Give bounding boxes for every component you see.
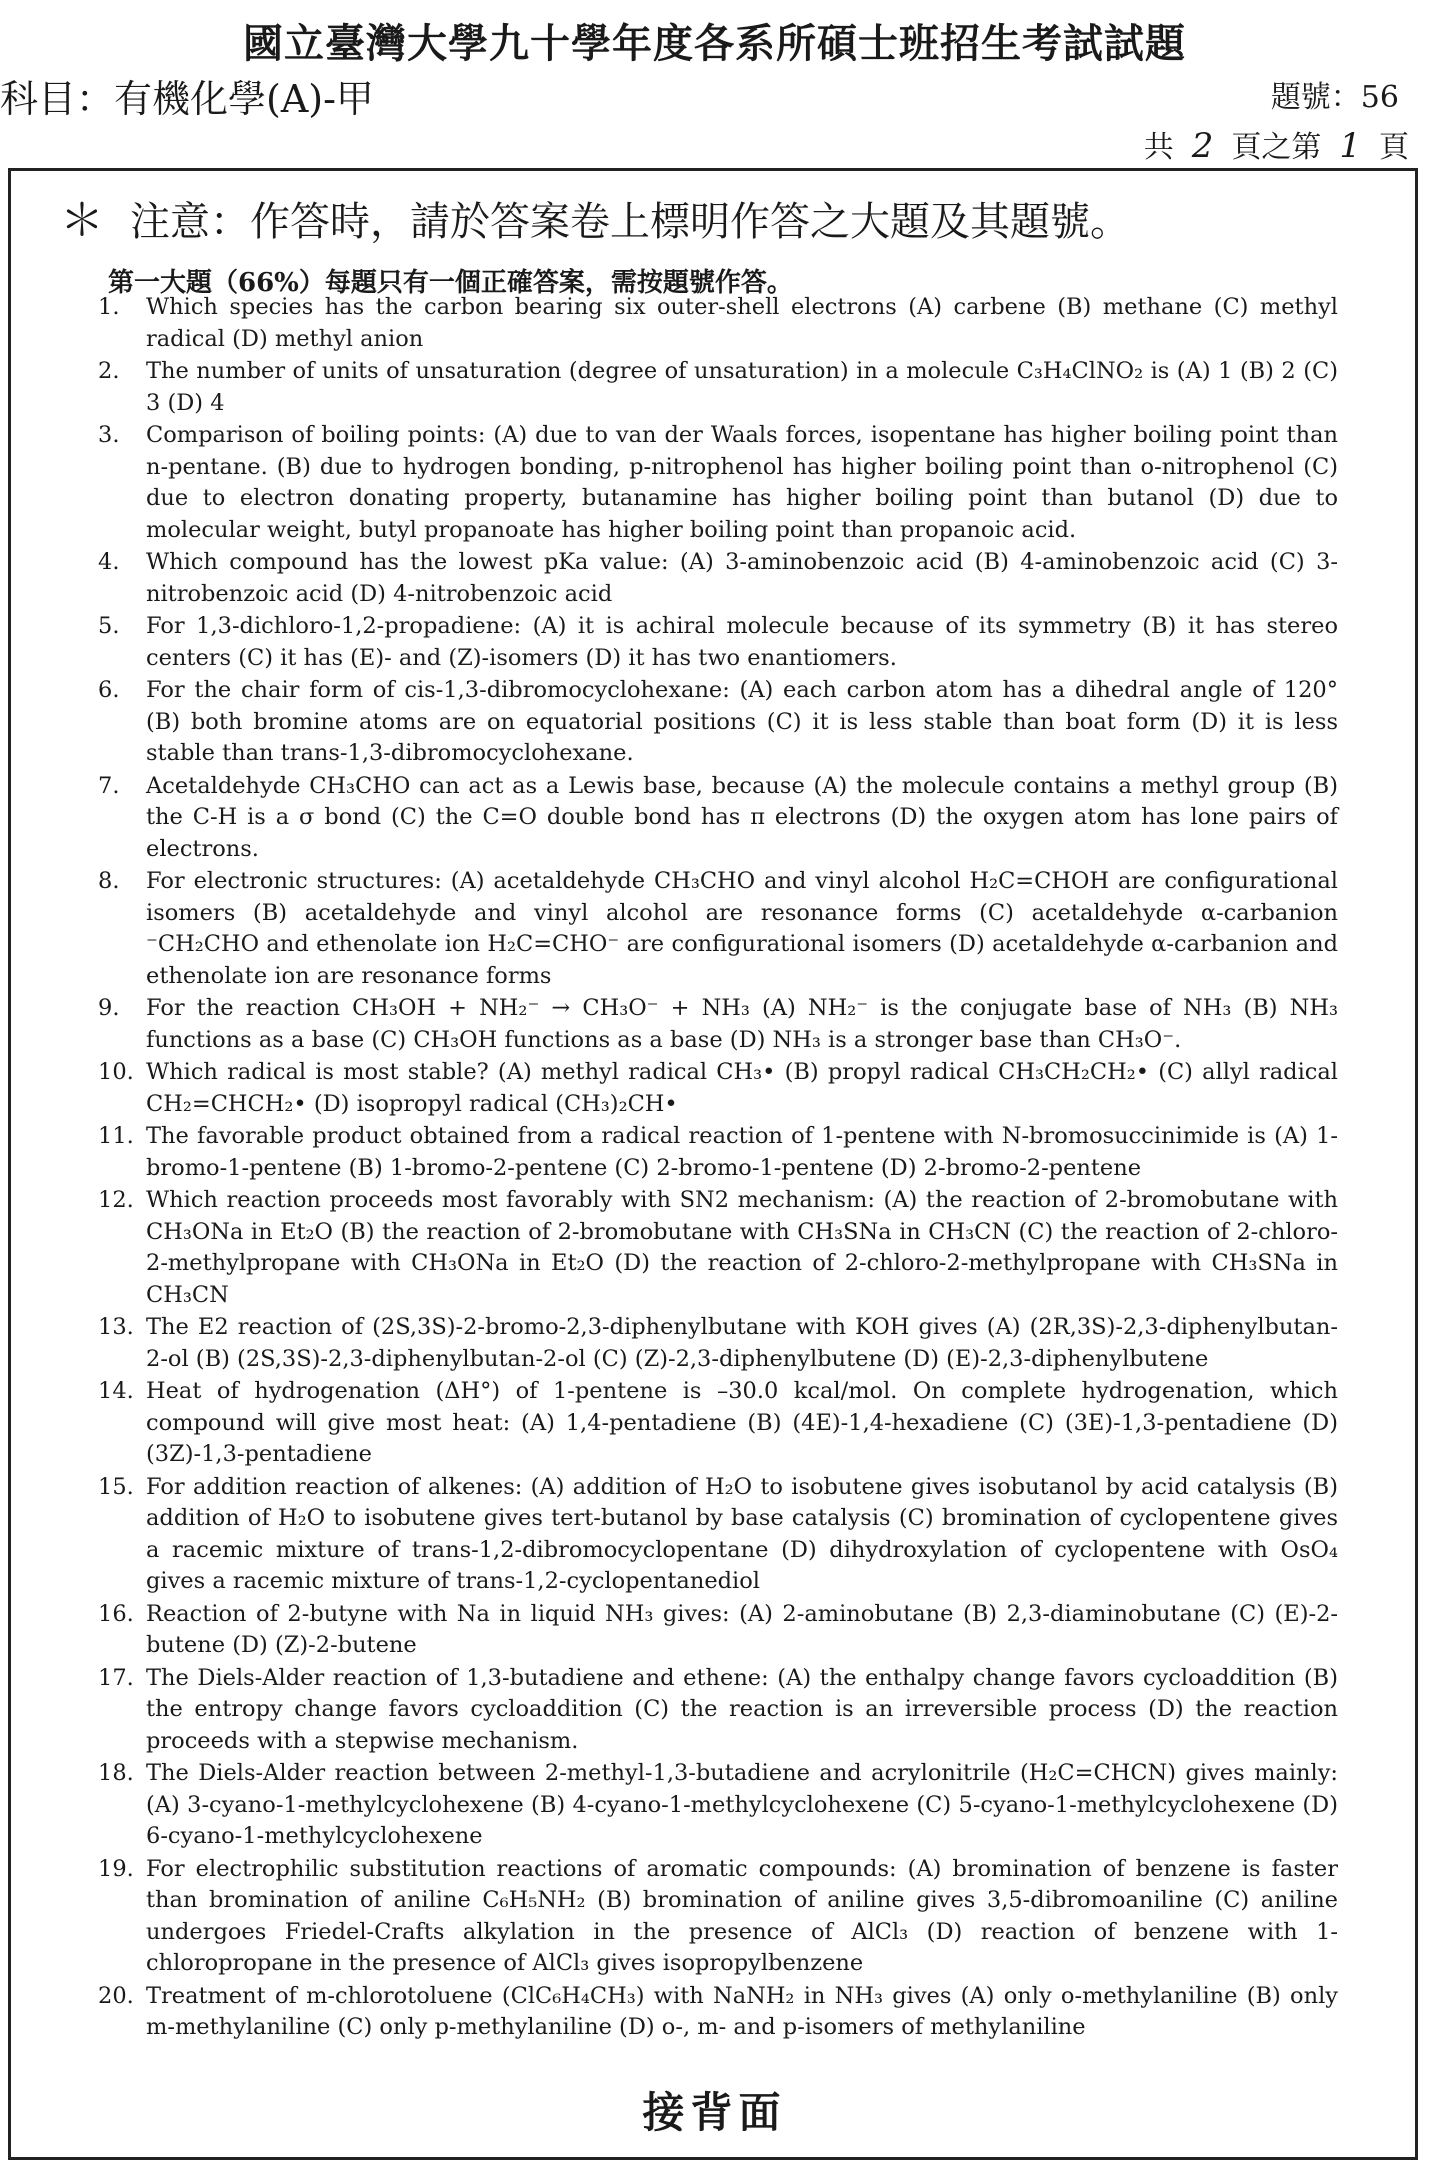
question-item [98,675,1338,770]
pages-total: 2 [1191,126,1214,166]
question-text: For the reaction CH₃OH + NH₂⁻ → CH₃O⁻ + NH₃ (A) NH₂⁻ is the conjugate base of NH₃ (B) NH₃ functions as a base (C) CH₃OH functions as a base (D) NH₃ is a stronger base than CH₃O⁻. [146,995,1338,1053]
question-text: For the chair form of cis-1,3-dibromocyclohexane: (A) each carbon atom has a dihedral angle of 120° (B) both bromine atoms are on equatorial positions (C) it is less stable than boat form (D) it is less stable than trans-1,3-dibromocyclohexane. [146,677,1338,766]
question-text: The E2 reaction of (2S,3S)-2-bromo-2,3-diphenylbutane with KOH gives (A) (2R,3S)-2,3-diphenylbutan-2-ol (B) (2S,3S)-2,3-diphenylbutan-2-ol (C) (Z)-2,3-diphenylbutene (D) (E)-2,3-diphenylbutene [146,1314,1338,1372]
question-item [98,771,1338,866]
question-text: For addition reaction of alkenes: (A) addition of H₂O to isobutene gives isobutanol by acid catalysis (B) addition of H₂O to isobutene gives tert-butanol by base catalysis (C) bromination of cyclopentene gives a racemic mixture of trans-1,2-dibromocyclopentane (D) dihydroxylation of cyclopentene with OsO₄ gives a racemic mixture of trans-1,2-cyclopentanediol [146,1473,1338,1594]
question-item [98,1599,1338,1662]
question-text: For 1,3-dichloro-1,2-propadiene: (A) it is achiral molecule because of its symmetry (B) it has stereo centers (C) it has (E)- and (Z)-isomers (D) it has two enantiomers. [146,613,1338,671]
question-number: 17. [98,1664,134,1691]
question-text: Acetaldehyde CH₃CHO can act as a Lewis base, because (A) the molecule contains a methyl group (B) the C-H is a σ bond (C) the C=O double bond has π electrons (D) the oxygen atom has lone pairs of electrons. [146,772,1338,862]
question-number: 1. [98,294,120,320]
question-number: 20. [98,1982,134,2009]
question-text: The Diels-Alder reaction between 2-methyl-1,3-butadiene and acrylonitrile (H₂C=CHCN) gives mainly: (A) 3-cyano-1-methylcyclohexene (B) 4-cyano-1-methylcyclohexene (C) 5-cyano-1-methylcyclohexene (D) 6-cyano-1-methylcyclohexene [146,1760,1338,1849]
question-number: 3. [98,422,120,448]
question-text: Heat of hydrogenation (ΔH°) of 1-pentene is –30.0 kcal/mol. On complete hydrogenation, which compound will give most heat: (A) 1,4-pentadiene (B) (4E)-1,4-hexadiene (C) (3E)-1,3-pentadiene (D) (3Z)-1,3-pentadiene [146,1378,1338,1467]
question-number: 15. [98,1473,134,1500]
question-text: The number of units of unsaturation (degree of unsaturation) in a molecule C₃H₄ClNO₂ is (A) 1 (B) 2 (C) 3 (D) 4 [146,358,1338,416]
question-number: 8. [98,868,120,894]
question-number: 4. [98,549,120,575]
question-text: The Diels-Alder reaction of 1,3-butadiene and ethene: (A) the enthalpy change favors cycloaddition (B) the entropy change favors cycloaddition (C) the reaction is an irreversible process (D) the reaction proceeds with a stepwise mechanism. [146,1664,1338,1754]
question-number: 10. [98,1059,134,1085]
continued-on-back: 接背面 [642,2088,787,2137]
question-list [98,292,1338,2045]
question-item [98,1121,1338,1184]
question-text: Which radical is most stable? (A) methyl radical CH₃• (B) propyl radical CH₃CH₂CH₂• (C) allyl radical CH₂=CHCH₂• (D) isopropyl radical (CH₃)₂CH• [146,1059,1338,1117]
question-item [98,1312,1338,1375]
question-text: Which reaction proceeds most favorably with SN2 mechanism: (A) the reaction of 2-bromobutane with CH₃ONa in Et₂O (B) the reaction of 2-bromobutane with CH₃SNa in CH₃CN (C) the reaction of 2-chloro-2-methylpropane with CH₃ONa in Et₂O (D) the reaction of 2-chloro-2-methylpropane with CH₃SNa in CH₃CN [146,1187,1338,1308]
question-number: 7. [98,772,120,799]
question-item [98,1057,1338,1120]
question-text: The favorable product obtained from a radical reaction of 1-pentene with N-bromosuccinimide is (A) 1-bromo-1-pentene (B) 1-bromo-2-pentene (C) 2-bromo-1-pentene (D) 2-bromo-2-pentene [146,1123,1338,1181]
question-number: 12. [98,1187,134,1213]
question-item [98,356,1338,419]
question-code: 題號：56 [1270,80,1399,115]
subject-label: 科目：有機化學(A)-甲 [0,77,374,121]
exam-title: 國立臺灣大學九十學年度各系所碩士班招生考試試題 [243,20,1186,67]
question-number: 5. [98,613,120,639]
question-item [98,993,1338,1056]
question-text: For electrophilic substitution reactions of aromatic compounds: (A) bromination of benzene is faster than bromination of aniline C₆H₅NH₂ (B) bromination of aniline gives 3,5-dibromoaniline (C) aniline undergoes Friedel-Crafts alkylation in the presence of AlCl₃ (D) reaction of benzene with 1-chloropropane in the presence of AlCl₃ gives isopropylbenzene [146,1855,1338,1976]
pages-prefix: 共 [1143,130,1174,165]
notice-text: 注意：作答時，請於答案卷上標明作答之大題及其題號。 [130,199,1130,245]
question-number: 18. [98,1760,134,1786]
question-item [98,1854,1338,1980]
question-text: Comparison of boiling points: (A) due to van der Waals forces, isopentane has higher boiling point than n-pentane. (B) due to hydrogen bonding, p-nitrophenol has higher boiling point than o-nitrophenol (C) due to electron donating property, butanamine has higher boiling point than butanol (D) due to molecular weight, butyl propanoate has higher boiling point than propanoic acid. [146,422,1338,543]
question-number: 13. [98,1314,134,1340]
question-item [98,1472,1338,1598]
pages-mid: 頁之第 [1231,130,1322,165]
question-text: Reaction of 2-butyne with Na in liquid NH₃ gives: (A) 2-aminobutane (B) 2,3-diaminobutane (C) (E)-2-butene (D) (Z)-2-butene [146,1600,1338,1658]
section-title: 第一大題（66%）每題只有一個正確答案，需按題號作答。 [108,268,793,298]
question-number: 16. [98,1600,134,1627]
question-number: 6. [98,677,120,703]
question-number: 14. [98,1378,134,1404]
question-number: 9. [98,995,120,1021]
question-number: 2. [98,358,120,384]
pages-current: 1 [1339,126,1361,166]
question-item [98,1376,1338,1471]
question-item [98,420,1338,546]
question-item [98,1185,1338,1311]
question-item [98,1758,1338,1853]
question-item [98,866,1338,992]
notice [60,184,1130,248]
pages-suffix: 頁 [1379,130,1409,165]
question-item [98,1663,1338,1758]
question-item [98,292,1338,355]
question-text: Treatment of m-chlorotoluene (ClC₆H₄CH₃) with NaNH₂ in NH₃ gives (A) only o-methylaniline (B) only m-methylaniline (C) only p-methylaniline (D) o-, m- and p-isomers of methylaniline [146,1982,1338,2040]
question-text: For electronic structures: (A) acetaldehyde CH₃CHO and vinyl alcohol H₂C=CHOH are configurational isomers (B) acetaldehyde and vinyl alcohol are resonance forms (C) acetaldehyde α-carbanion ⁻CH₂CHO and ethenolate ion H₂C=CHO⁻ are configurational isomers (D) acetaldehyde α-carbanion and ethenolate ion are resonance forms [146,868,1338,989]
page-indicator [1144,122,1409,166]
asterisk-icon: ＊ [60,195,104,246]
question-number: 19. [98,1855,134,1882]
question-item [98,611,1338,674]
question-number: 11. [98,1123,134,1149]
question-text: Which compound has the lowest pKa value: (A) 3-aminobenzoic acid (B) 4-aminobenzoic acid (C) 3-nitrobenzoic acid (D) 4-nitrobenzoic acid [146,549,1338,607]
question-text: Which species has the carbon bearing six outer-shell electrons (A) carbene (B) methane (C) methyl radical (D) methyl anion [146,294,1338,352]
question-item [98,1981,1338,2044]
question-item [98,547,1338,610]
